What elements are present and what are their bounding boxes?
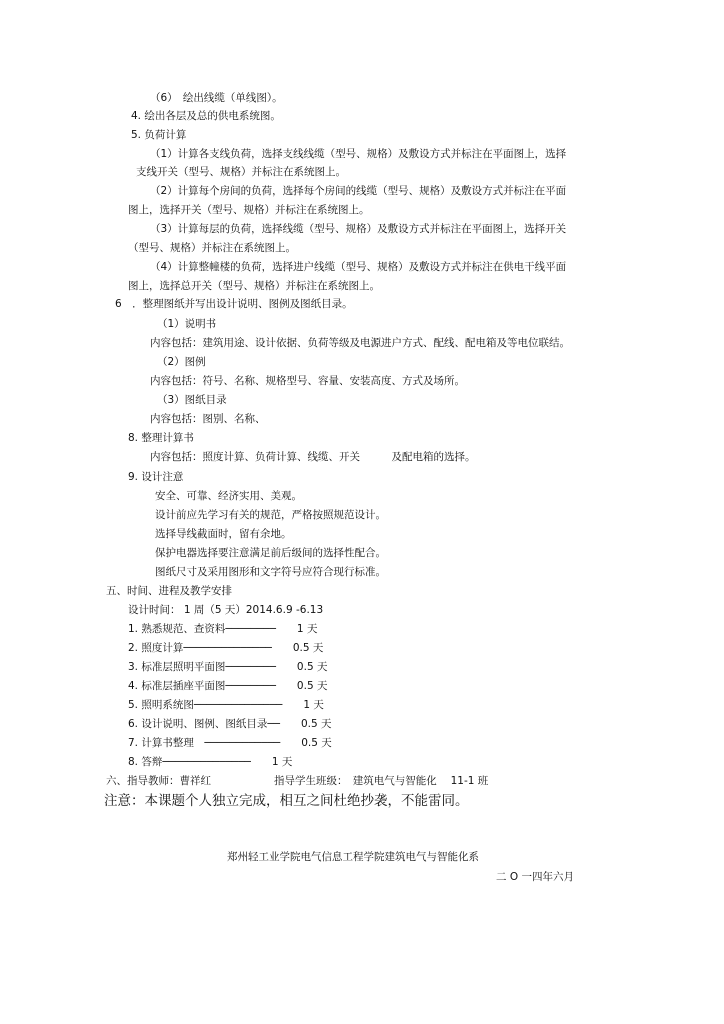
calculation-book-content: 内容包括：照度计算、负荷计算、线缆、开关 及配电箱的选择。 (150, 451, 476, 463)
design-note-5: 图纸尺寸及采用图形和文字符号应符合现行标准。 (155, 566, 386, 578)
item-5-load-calculation: 5. 负荷计算 (131, 129, 187, 141)
item-9-design-notes: 9. 设计注意 (128, 471, 184, 483)
schedule-item-3: 3. 标准层照明平面图──────── 0.5 天 (128, 661, 328, 673)
load-calc-3-line1: （3）计算每层的负荷，选择线缆（型号、规格）及敷设方式并标注在平面图上，选择开关 (150, 223, 567, 235)
department-name: 郑州轻工业学院电气信息工程学院建筑电气与智能化系 (227, 851, 479, 863)
section-6-instructor: 六、指导教师：曹祥红 指导学生班级： 建筑电气与智能化 11-1 班 (106, 775, 489, 787)
schedule-item-5: 5. 照明系统图────────────── 1 天 (128, 699, 324, 711)
load-calc-4-line2: 图上，选择总开关（型号、规格）并标注在系统图上。 (128, 280, 380, 292)
schedule-item-7: 7. 计算书整理 ──────────── 0.5 天 (128, 737, 332, 749)
load-calc-4-line1: （4）计算整幢楼的负荷，选择进户线缆（型号、规格）及敷设方式并标注在供电干线平面 (150, 261, 567, 273)
schedule-item-6: 6. 设计说明、图例、图纸目录── 0.5 天 (128, 718, 332, 730)
section-5-heading: 五、时间、进程及教学安排 (106, 585, 232, 597)
sub-2-legend: （2）图例 (157, 356, 206, 368)
load-calc-2-line1: （2）计算每个房间的负荷，选择每个房间的线缆（型号、规格）及敷设方式并标注在平面 (150, 185, 567, 197)
item-4-system-diagram: 4. 绘出各层及总的供电系统图。 (131, 110, 281, 122)
load-calc-2-line2: 图上，选择开关（型号、规格）并标注在系统图上。 (128, 204, 370, 216)
item-8-calculation-book: 8. 整理计算书 (128, 432, 194, 444)
sub-3-drawing-index: （3）图纸目录 (157, 394, 227, 406)
design-period: 设计时间： 1 周（5 天）2014.6.9 -6.13 (128, 604, 324, 616)
design-note-4: 保护电器选择要注意满足前后级间的选择性配合。 (155, 547, 386, 559)
load-calc-3-line2: （型号、规格）并标注在系统图上。 (128, 242, 296, 254)
notice-independent-work: 注意：本课题个人独立完成，相互之间杜绝抄袭，不能雷同。 (104, 793, 469, 809)
specification-content: 内容包括：建筑用途、设计依据、负荷等级及电源进户方式、配线、配电箱及等电位联结。 (150, 337, 570, 349)
schedule-item-4: 4. 标准层插座平面图──────── 0.5 天 (128, 680, 328, 692)
design-note-1: 安全、可靠、经济实用、美观。 (155, 490, 302, 502)
step-6-draw-cables: （6） 绘出线缆（单线图）。 (150, 92, 283, 104)
schedule-item-1: 1. 熟悉规范、查资料──────── 1 天 (128, 623, 318, 635)
legend-content: 内容包括：符号、名称、规格型号、容量、安装高度、方式及场所。 (150, 375, 465, 387)
item-6-organize-drawings: 6 ．整理图纸并写出设计说明、图例及图纸目录。 (115, 298, 353, 310)
schedule-item-8: 8. 答辩────────────── 1 天 (128, 756, 293, 768)
sub-1-specification: （1）说明书 (157, 318, 217, 330)
load-calc-1-line1: （1）计算各支线负荷，选择支线线缆（型号、规格）及敷设方式并标注在平面图上，选择 (150, 148, 567, 160)
schedule-item-2: 2. 照度计算────────────── 0.5 天 (128, 642, 324, 654)
load-calc-1-line2: 支线开关（型号、规格）并标注在系统图上。 (136, 166, 346, 178)
document-date: 二 O 一四年六月 (496, 871, 574, 883)
drawing-index-content: 内容包括：图别、名称、 (150, 413, 266, 425)
design-note-2: 设计前应先学习有关的规范，严格按照规范设计。 (155, 509, 386, 521)
design-note-3: 选择导线截面时，留有余地。 (155, 528, 292, 540)
